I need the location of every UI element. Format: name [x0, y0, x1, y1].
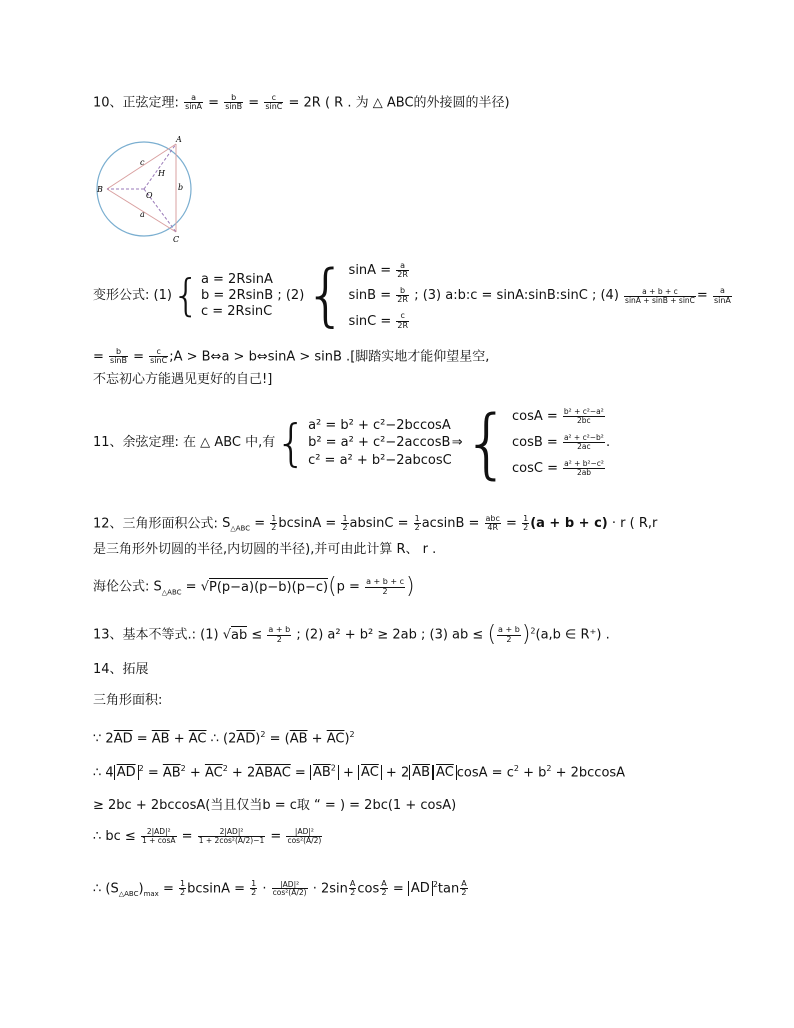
cosB-row: cosB = $\frac{\text{a² + c²−b²}}{2ac}$	[511, 433, 604, 451]
cosC-row: cosC = $\frac{\text{a² + b²−c²}}{2ab}$	[511, 459, 604, 477]
brace-1: {	[171, 270, 200, 322]
section-10-tail: = 2R ( R . 为 △ ABC的外接圆的半径)	[288, 95, 510, 111]
label-C: C	[173, 235, 180, 244]
section-13-part-2: ; (2) a² + b² ≥ 2ab ; (3) ab ≤	[296, 627, 484, 643]
system-1	[201, 272, 273, 321]
section-14-subtitle: 三角形面积:	[93, 693, 163, 708]
frac-c-sinC: $\frac{c}{\sin C}$	[265, 93, 283, 112]
section-10-label: 10、正弦定理:	[93, 95, 179, 111]
frac-b-sinB-4: $\frac{b}{\sin B}$	[110, 347, 127, 366]
label-b: b	[178, 183, 184, 192]
brace-11a: {	[275, 414, 308, 472]
label-H: H	[158, 169, 165, 178]
frac-sum-ratio: $\frac{a + b + c}{\sin A + \sin B + \sin C}$	[625, 286, 695, 305]
system-2	[349, 258, 411, 334]
vector-line-1: ∵ $2\overline{AD} = \overline{AB} + \overline{AC}$ ∴ $(2\overline{AD})^2 = (\overline{AB} + \overline{AC})^2$	[93, 730, 355, 747]
bc-bound-line: ∴ bc ≤ $\frac{\text{2|AD|²}}{1 + \cos A}$ = $\frac{\text{2|AD|²}}{\text{1 + 2cos²(A/2)−1}}$ = $\frac{\text{|AD|²}}{\text{cos²(A/2)}}$	[93, 827, 322, 845]
cos-eq-3: c² = a² + b²−2abcosC	[308, 452, 452, 468]
cosine-system	[308, 417, 452, 470]
sys1-row-2: b = 2RsinB	[200, 287, 274, 303]
label-O: O	[146, 191, 153, 200]
section-13-part-3: (a,b ∈ R⁺) .	[535, 627, 610, 643]
section-13-line: 13、基本不等式.: (1) √ab ≤ $\frac{a + b}{2}$ ; (2) a² + b² ≥ 2ab ; (3) ab ≤ ( $\frac{a + b}{2}$ )$^2$(a,b ∈ R⁺) .	[93, 622, 610, 647]
radius-OA	[144, 144, 176, 189]
transform-cont-line: = $\frac{b}{\sin B}$ = $\frac{c}{\sin C}$ ;A > B⇔a > b⇔sinA > sinB .[脚踏实地才能仰望星空,	[93, 347, 490, 366]
brace-11b: {	[462, 398, 511, 487]
transform-cont-text: ;A > B⇔a > b⇔sinA > sinB .[脚踏实地才能仰望星空,	[169, 349, 490, 365]
frac-a-sinA: $\frac{a}{\sin A}$	[185, 93, 203, 112]
cosA-row: cosA = $\frac{\text{b² + c²−a²}}{2bc}$	[511, 407, 604, 425]
section-12-line: 12、三角形面积公式: $S_{\triangle ABC}$ = $\frac{1}{2}$ bcsinA = $\frac{1}{2}$ absinC = $\frac{1}{2}$ acsinB = $\frac{\text{abc}}{4R}$ = $\frac{1}{2}$ (a + b + c) · r ( R,r	[93, 514, 658, 533]
frac-b-sinB: $\frac{b}{\sin B}$	[225, 93, 243, 112]
brace-2: {	[304, 256, 348, 336]
transform-line: 变形公式: (1){ a = 2RsinA b = 2RsinB c = 2RsinC ; (2){ sinA = $\frac{a}{2R}$ sinB = $\frac{b}{2R}$ sinC = $\frac{c}{2R}$ ; (3) a:b:c = sinA:sinB:sinC ; (4) $\frac{a + b + c}{\sin A + \sin B + \sin C}$ = $\frac{a}{\sin A}$	[93, 256, 731, 336]
label-a: a	[140, 210, 145, 219]
cos-eq-1: a² = b² + c²−2bccosA	[308, 417, 451, 433]
section-11-label: 11、余弦定理: 在 △ ABC 中,有	[93, 435, 276, 451]
section-12-line-2: 是三角形外切圆的半径,内切圆的半径),并可由此计算 R、 r .	[93, 542, 437, 557]
label-A: A	[176, 135, 182, 144]
frac-c-sinC-4: $\frac{c}{\sin C}$	[150, 347, 168, 366]
vector-line-2: ∴ 4 $\overline{AD}$ $^2 = \overline{AB}^2 + \overline{AC}^2$ + 2ABAC = $\overline{AB}^2 + \overline{AC} + 2$ $\overline{AB}$ $\overline{AC}$ $\cos A = c^2 + b^2 + 2bccosA$	[93, 764, 626, 781]
sys1-row-1: a = 2RsinA	[200, 271, 273, 287]
cos-eq-2: b² = a² + c²−2accosB	[308, 435, 451, 451]
section-14-title: 14、拓展	[93, 662, 149, 677]
heron-label: 海伦公式:	[93, 579, 150, 595]
transform-cont2-line: 不忘初心方能遇见更好的自己!]	[93, 372, 273, 387]
transform-part-3: ; (3) a:b:c = sinA:sinB:sinC ; (4)	[414, 288, 619, 304]
section-10-line: 10、正弦定理: $\frac{a}{\sin A}$ = $\frac{b}{\sin B}$ = $\frac{c}{\sin C}$ = 2R ( R . 为 △ ABC的外接圆的半径)	[93, 93, 510, 112]
label-c: c	[140, 158, 145, 167]
sys2-row-1: sinA = $\frac{a}{2R}$	[348, 260, 408, 279]
transform-sep-2: ; (2)	[277, 288, 305, 304]
circumcircle-diagram	[94, 132, 196, 250]
frac-a-sinA-4: $\frac{a}{\sin A}$	[713, 286, 731, 305]
transform-label: 变形公式: (1)	[93, 288, 172, 304]
heron-line: 海伦公式: $S_{\triangle ABC} = √P(p-a)(p-b)(p-c)(p$ = $\frac{a + b + c}{2}$ )	[93, 574, 415, 599]
implies-arrow: ⇒	[451, 435, 463, 451]
section-13-label: 13、基本不等式.: (1)	[93, 627, 219, 643]
section-12-label: 12、三角形面积公式:	[93, 516, 218, 532]
inequality-line: ≥ 2bc + 2bccosA(当且仅当b = c取 “ = ) = 2bc(1 + cosA)	[93, 798, 457, 813]
sys2-row-2: sinB = $\frac{b}{2R}$	[348, 285, 408, 305]
label-B: B	[97, 185, 103, 194]
sys1-row-3: c = 2RsinC	[200, 304, 273, 320]
max-area-line: ∴ $(S_{\triangle ABC})_{max}$ = $\frac{1}{2}$ bcsinA = $\frac{1}{2}$ · $\frac{\text{|AD|²}}{\text{cos²(A/2)}}$ · 2sin $\frac{A}{2}$ cos $\frac{A}{2}$ = AD $^2$tan $\frac{A}{2}$	[93, 879, 467, 898]
cos-solution-system	[512, 404, 606, 482]
section-11-line: 11、余弦定理: 在 △ ABC 中,有{ a² = b² + c²−2bccosA b² = a² + c²−2accosB c² = a² + b²−2abcosC ⇒{ cosA = $\frac{\text{b² + c²−a²}}{2bc}$ cosB = $\frac{\text{a² + c²−b²}}{2ac}$ cosC = $\frac{\text{a² + b²−c²}}{2ab}$ .	[93, 398, 611, 487]
sys2-row-3: sinC = $\frac{c}{2R}$	[348, 311, 409, 330]
